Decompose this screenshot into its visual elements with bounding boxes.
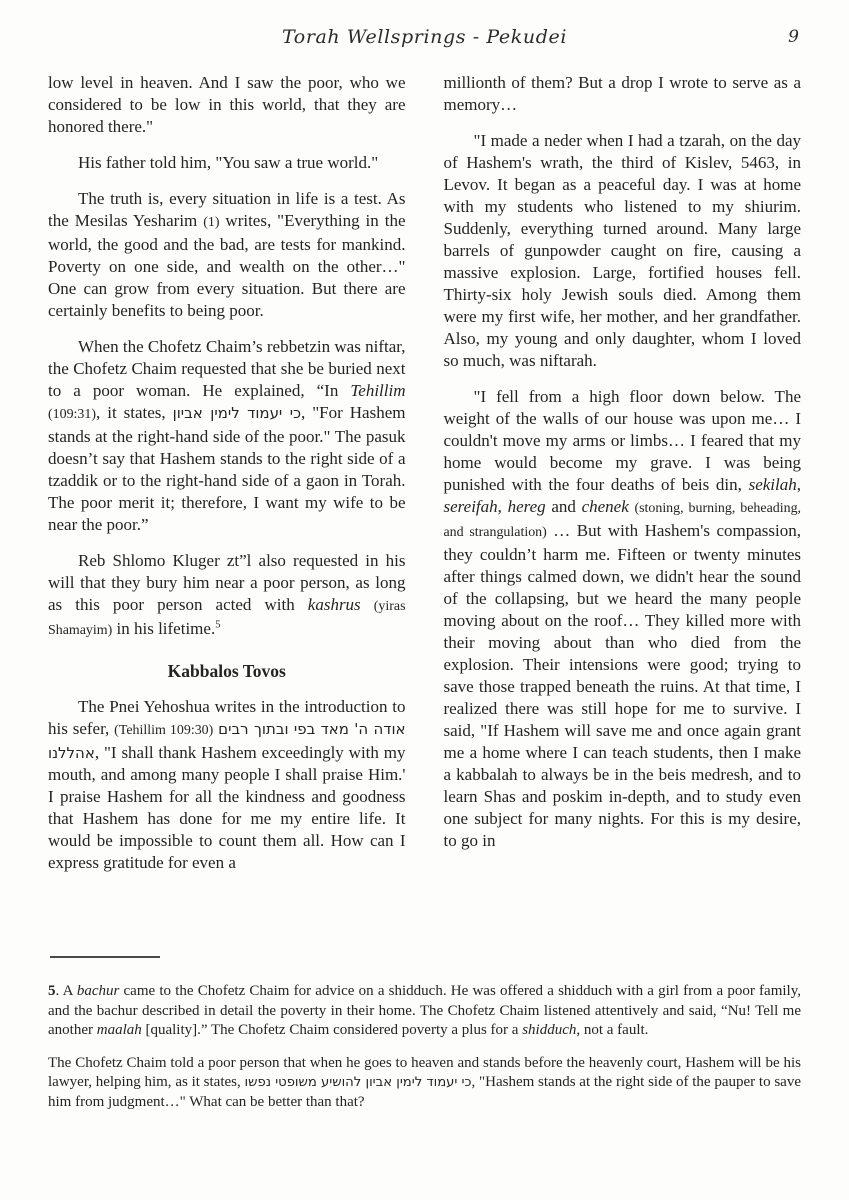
text-run: … But with Hashem's compassion, they couldn’t harm me. Fifteen or twenty minutes after things calmed down, we didn't hear the sound of the collapsing, but we heard the many people moving about on the roof… They killed more with their moving about than who died from the explosion. Their intensions were good; trying to save those trapped beneath the ruins. At that time, I realized there was still hope for me to survive. I said, "If Hashem will save me and once again grant me a home where I can teach students, then I make a kabbalah to always be in the beis medresh, and to learn Shas and poskim in-depth, and to study even one subject for many nights. For this is my desire, to go in — [443, 521, 801, 850]
text-run: Tehillim — [350, 381, 406, 400]
paragraph — [48, 336, 406, 536]
paragraph — [444, 72, 802, 116]
paragraph — [48, 982, 801, 1041]
text-run: (Tehillim 109:30) — [114, 723, 214, 738]
text-run: [quality].” The Chofetz Chaim considered poverty a plus for a — [141, 1022, 523, 1038]
text-run: "I made a neder when I had a tzarah, on the day of Hashem's wrath, the third of Kislev, 5463, in Levov. It began as a peaceful day. I was at home with my students who listened to my shiurim. Suddenly, everything turned around. Many large barrels of gunpowder caught on fire, causing a massive explosion. Large, fortified houses fell. Thirty-six holy Jewish souls died. Among them were my first wife, her mother, and her grandfather. Also, my young and only daughter, whom I loved so much, was niftarah. — [443, 131, 801, 370]
text-run: His father told him, "You saw a true world." — [78, 153, 379, 172]
page-number: 9 — [788, 27, 799, 47]
text-run: kashrus — [307, 595, 361, 614]
text-run: "I fell from a high floor down below. The weight of the walls of our house was upon me… I couldn't move my arms or limbs… I feared that my home would become my grave. I was being punished with the four deaths of beis din, — [443, 387, 801, 494]
text-run: (1) — [203, 215, 220, 230]
footnote-ref: 5 — [215, 619, 221, 631]
footnote-separator — [50, 956, 160, 958]
paragraph — [48, 550, 406, 642]
text-run: sereifah — [443, 497, 498, 516]
text-run: came to the Chofetz Chaim for advice on a shidduch. He was offered a shidduch with a girl from a poor family, and the bachur described in detail the poverty in their home. The Chofetz Chaim listened attentively and said, “Nu! Tell me another — [48, 983, 801, 1038]
paragraph — [48, 72, 406, 138]
text-run: (yiras Shamayim) — [48, 599, 406, 638]
footnote-list — [48, 982, 801, 1112]
text-run: (stoning, burning, beheading, and strangulation) — [443, 501, 802, 540]
text-run: bachur — [76, 983, 120, 999]
page-header — [48, 26, 801, 56]
hebrew-text: כי יעמוד לימין אביון — [172, 404, 302, 422]
text-run: writes, "Everything in the world, the good and the bad, are tests for mankind. Poverty on one side, and wealth on the other…" One can grow from every situation. But there are certainly benefits to being poor. — [48, 211, 406, 320]
text-run: Reb Shlomo Kluger zt”l also requested in his will that they bury him near a poor person, as long as this poor person acted with — [48, 551, 406, 614]
text-run: , — [497, 497, 508, 516]
paragraph — [48, 152, 406, 174]
text-run: , "For Hashem stands at the right-hand side of the poor." The pasuk doesn’t say that Hashem stands to the right side of a tzaddik or to the right-hand side of a gaon in Torah. The poor merit it; therefore, I want my wife to be near the poor.” — [48, 403, 406, 534]
text-run: and — [545, 497, 582, 516]
column-left — [48, 72, 406, 888]
text-run: 5 — [48, 983, 56, 999]
paragraph — [444, 386, 802, 852]
text-run: , not a fault. — [576, 1022, 649, 1038]
text-run: , "Hashem stands at the right side of the pauper to save him from judgment…" What can be better than that? — [48, 1074, 801, 1110]
paragraph — [444, 130, 802, 372]
page-title: Torah Wellsprings - Pekudei — [281, 26, 568, 48]
paragraph — [48, 1054, 801, 1113]
text-run: . A — [55, 983, 77, 999]
text-run: maalah — [96, 1022, 142, 1038]
text-run: (109:31) — [48, 407, 96, 422]
hebrew-text: כי יעמוד לימין אביון להושיע משופטי נפשו — [244, 1075, 472, 1090]
paragraph — [48, 188, 406, 322]
paragraph — [48, 696, 406, 874]
text-run: in his lifetime. — [112, 619, 216, 638]
text-run — [361, 595, 374, 614]
text-run: shidduch — [522, 1022, 577, 1038]
text-run: sekilah — [748, 475, 797, 494]
column-right — [444, 72, 802, 866]
text-run: , it states, — [96, 403, 173, 422]
text-run: , — [796, 475, 801, 494]
body-columns — [48, 72, 801, 950]
text-run: chenek — [581, 497, 629, 516]
text-run: millionth of them? But a drop I wrote to serve as a memory… — [443, 73, 801, 114]
hebrew-text: אודה ה' מאד בפי ובתוך רבים אהללנו — [48, 720, 406, 762]
text-run: The truth is, every situation in life is a test. As the Mesilas Yesharim — [48, 189, 406, 230]
text-run: hereg — [507, 497, 546, 516]
section-heading: Kabbalos Tovos — [167, 661, 286, 681]
text-run: The Pnei Yehoshua writes in the introduction to his sefer, — [48, 697, 406, 738]
footnote-section — [48, 956, 801, 1112]
text-run: When the Chofetz Chaim’s rebbetzin was niftar, the Chofetz Chaim requested that she be buried next to a poor woman. He explained, “In — [48, 337, 406, 400]
text-run: , "I shall thank Hashem exceedingly with my mouth, and among many people I shall praise Him.' I praise Hashem for all the kindness and goodness that Hashem has done for me my entire life. It would be impossible to count them all. How can I express gratitude for even a — [48, 743, 406, 872]
text-run: The Chofetz Chaim told a poor person that when he goes to heaven and stands before the heavenly court, Hashem will be his lawyer, helping him, as it states, — [48, 1054, 801, 1090]
text-run: low level in heaven. And I saw the poor, who we considered to be low in this world, that they are honored there." — [48, 73, 406, 136]
